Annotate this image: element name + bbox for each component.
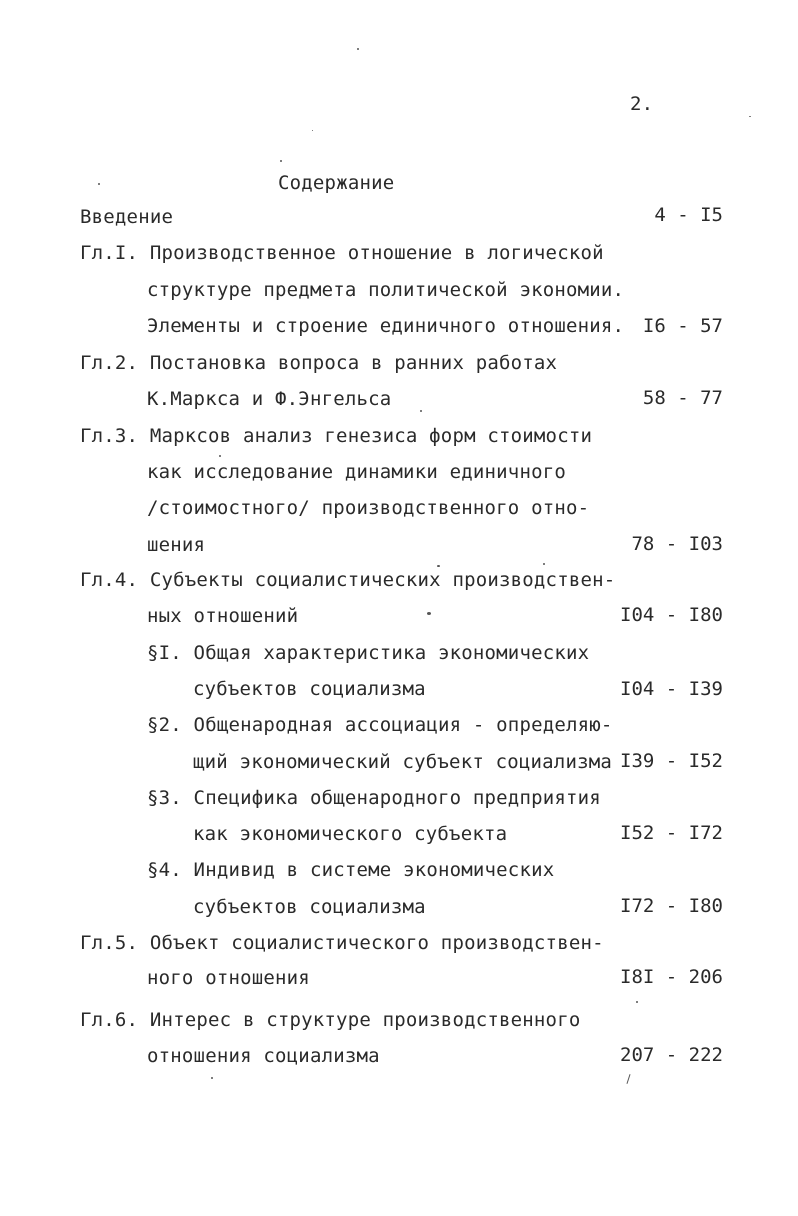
toc-line: шения xyxy=(147,534,206,556)
toc-line: Гл.5. Объект социалистического производствен- xyxy=(80,932,604,954)
toc-line: субъектов социализма xyxy=(193,896,426,918)
toc-line: субъектов социализма xyxy=(193,678,426,700)
scan-speck xyxy=(312,130,313,131)
toc-line: Гл.2. Постановка вопроса в ранних работах xyxy=(80,352,558,374)
scan-speck xyxy=(437,565,440,567)
scan-speck xyxy=(636,1001,638,1003)
toc-line: §2. Общенародная ассоциация - определяю- xyxy=(147,714,613,736)
toc-line: щий экономический субъект социализма xyxy=(193,751,613,773)
toc-line: отношения социализма xyxy=(147,1045,380,1067)
scan-speck xyxy=(427,612,431,615)
toc-line: Гл.3. Марксов анализ генезиса форм стоимости xyxy=(80,425,593,447)
toc-line: как исследование динамики единичного xyxy=(147,461,567,483)
toc-line: ных отношений xyxy=(147,605,299,627)
toc-pages: 4 - I5 xyxy=(654,204,723,226)
toc-line: как экономического субъекта xyxy=(193,823,508,845)
toc-line: ного отношения xyxy=(147,967,310,989)
toc-line: Гл.4. Субъекты социалистических производствен- xyxy=(80,569,616,591)
toc-line: §I. Общая характеристика экономических xyxy=(147,642,590,664)
scan-speck xyxy=(420,410,422,412)
toc-pages: I72 - I80 xyxy=(620,895,723,917)
scan-speck xyxy=(280,160,282,162)
scan-speck xyxy=(211,1077,213,1079)
toc-line: §4. Индивид в системе экономических xyxy=(147,859,555,881)
page-number: 2. xyxy=(630,93,654,115)
toc-pages: 78 - I03 xyxy=(631,533,723,555)
toc-line: §3. Специфика общенародного предприятия xyxy=(147,787,601,809)
scan-speck xyxy=(543,563,545,565)
toc-line: Элементы и строение единичного отношения. xyxy=(147,315,625,337)
scan-speck xyxy=(626,1074,630,1084)
toc-pages: I39 - I52 xyxy=(620,750,723,772)
toc-title: Содержание xyxy=(278,172,395,194)
toc-pages: 207 - 222 xyxy=(620,1044,723,1066)
scan-speck xyxy=(749,116,751,117)
scan-speck xyxy=(357,48,359,50)
scan-speck xyxy=(219,455,221,457)
toc-pages: I8I - 206 xyxy=(620,966,723,988)
toc-pages: 58 - 77 xyxy=(642,387,723,409)
scan-speck xyxy=(98,183,100,185)
toc-pages: I6 - 57 xyxy=(642,315,723,337)
toc-pages: I52 - I72 xyxy=(620,822,723,844)
toc-line: Гл.I. Производственное отношение в логической xyxy=(80,242,604,264)
toc-line: К.Маркса и Ф.Энгельса xyxy=(147,388,392,410)
toc-line: /стоимостного/ производственного отно- xyxy=(147,497,590,519)
toc-line: структуре предмета политической экономии. xyxy=(147,279,625,301)
toc-line: Гл.6. Интерес в структуре производственного xyxy=(80,1009,581,1031)
toc-pages: I04 - I80 xyxy=(620,604,723,626)
toc-line: Введение xyxy=(80,206,174,228)
toc-pages: I04 - I39 xyxy=(620,678,723,700)
